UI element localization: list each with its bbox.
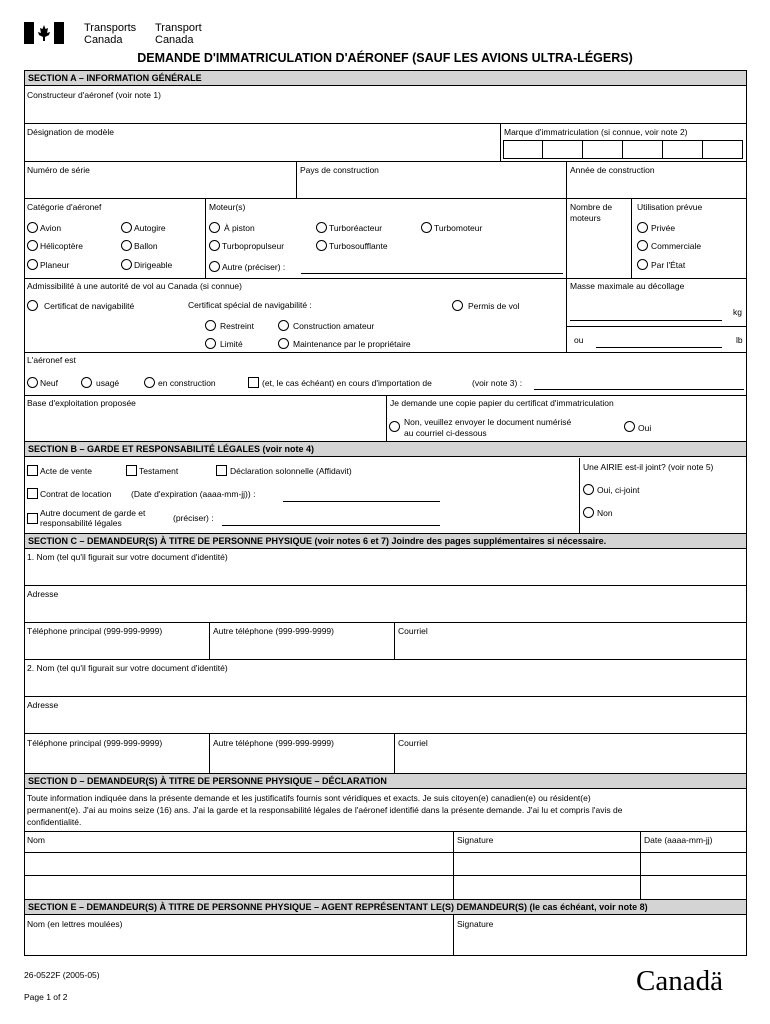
courriel1-label: Courriel [398,626,428,636]
radio-construction-amateur[interactable] [278,320,289,331]
radio-neuf[interactable] [27,377,38,388]
utilisation-label: Utilisation prévue [637,202,703,212]
dept-en-2: Canada [84,34,123,46]
courriel1-field[interactable] [395,636,746,658]
cat-helicoptere: Hélicoptère [40,241,83,251]
base-field[interactable] [25,408,385,440]
adresse1-label: Adresse [27,589,59,599]
checkbox-contrat[interactable] [27,488,38,499]
e-nom-field[interactable] [25,929,452,955]
radio-en-construction[interactable] [144,377,155,388]
d-date-label: Date (aaaa-mm-jj) [644,835,713,845]
section-c-heading: SECTION C – DEMANDEUR(S) À TITRE DE PERSONNE PHYSIQUE (voir notes 6 et 7) Joindre des pages supplémentaires si nécessaire. [24,533,747,549]
importation-field[interactable] [534,389,744,390]
numero-serie-label: Numéro de série [27,165,90,175]
mot-turboreacteur: Turboréacteur [329,223,383,233]
checkbox-testament[interactable] [126,465,137,476]
aeronef-est-label: L'aéronef est [27,355,76,365]
radio-commerciale[interactable] [637,240,648,251]
designation-field[interactable] [25,137,499,161]
date-exp-field[interactable] [283,501,440,502]
d-signature1-field[interactable] [454,853,639,874]
dept-en: Transports [84,22,137,34]
ou-label: ou [574,335,584,345]
radio-autre-moteur[interactable] [209,261,220,272]
base-label: Base d'exploitation proposée [27,398,136,408]
d-nom-label: Nom [27,835,45,845]
d-signature2-field[interactable] [454,876,639,898]
checkbox-declaration[interactable] [216,465,227,476]
mot-turbopropulseur: Turbopropulseur [222,241,285,251]
radio-dirigeable[interactable] [121,259,132,270]
oui-copie-label: Oui [638,423,652,433]
tel2-label: Téléphone principal (999-999-9999) [27,738,163,748]
e-nom-label: Nom (en lettres moulées) [27,919,123,929]
tel2-field[interactable] [25,748,208,772]
constructeur-field[interactable] [25,100,746,122]
radio-airie-oui[interactable] [583,484,594,495]
radio-restreint[interactable] [205,320,216,331]
preciser-label: (préciser) : [173,513,214,523]
dept-fr-2: Canada [155,34,194,46]
annee-field[interactable] [567,175,746,197]
non-copie-label-2: au courriel ci-dessous [404,428,487,438]
autre-tel1-label: Autre téléphone (999-999-9999) [213,626,334,636]
tel1-label: Téléphone principal (999-999-9999) [27,626,163,636]
radio-airie-non[interactable] [583,507,594,518]
courriel2-label: Courriel [398,738,428,748]
radio-turbopropulseur[interactable] [209,240,220,251]
adresse2-label: Adresse [27,700,59,710]
autre-tel2-label: Autre téléphone (999-999-9999) [213,738,334,748]
numero-serie-field[interactable] [25,175,295,197]
cat-ballon: Ballon [134,241,158,251]
declaration-text-2: permanent(e). J'ai au moins seize (16) ans. J'ai la garde et la responsabilité légales de l'aéronef identifié dans la présente demande. J'ai lu et compris l'avis de [27,805,623,815]
nombre-moteurs-label-1: Nombre de [570,202,613,212]
masse-kg-field[interactable] [570,320,722,321]
radio-helicoptere[interactable] [27,240,38,251]
e-signature-label: Signature [457,919,494,929]
restreint-label: Restreint [220,321,255,331]
nombre-moteurs-label-2: moteurs [570,213,601,223]
masse-label: Masse maximale au décollage [570,281,685,291]
form-number: 26-0522F (2005-05) [24,970,100,980]
mot-turbomoteur: Turbomoteur [434,223,483,233]
admissibilite-label: Admissibilité à une autorité de vol au Canada (si connue) [27,281,242,291]
radio-planeur[interactable] [27,259,38,270]
non-copie-label-1: Non, veuillez envoyer le document numérisé [404,417,572,427]
neuf-label: Neuf [40,378,58,388]
util-commerciale: Commerciale [651,241,702,251]
d-signature-label: Signature [457,835,494,845]
radio-etat[interactable] [637,259,648,270]
kg-label: kg [733,307,742,317]
masse-lb-field[interactable] [596,347,722,348]
permis-label: Permis de vol [468,301,520,311]
checkbox-acte-vente[interactable] [27,465,38,476]
radio-certificat-nav[interactable] [27,300,38,311]
airie-oui-label: Oui, ci-joint [597,485,640,495]
radio-autogire[interactable] [121,222,132,233]
courriel2-field[interactable] [395,748,746,772]
airie-label: Une AIRIE est-il joint? (voir note 5) [583,462,714,472]
section-e-heading: SECTION E – DEMANDEUR(S) À TITRE DE PERSONNE PHYSIQUE – AGENT REPRÉSENTANT LE(S) DEMANDEUR(S) (le cas échéant, voir note 8) [24,899,747,915]
radio-maintenance[interactable] [278,338,289,349]
page-number: Page 1 of 2 [24,992,68,1002]
autre-doc-label-2: responsabilité légales [40,518,122,528]
moteurs-label: Moteur(s) [209,202,246,212]
limite-label: Limité [220,339,243,349]
radio-avion[interactable] [27,222,38,233]
contrat-label: Contrat de location [40,489,112,499]
tel1-field[interactable] [25,636,208,658]
adresse1-field[interactable] [25,599,746,621]
d-nom2-field[interactable] [25,876,452,898]
autre-tel2-field[interactable] [210,748,393,772]
e-signature-field[interactable] [454,929,746,955]
section-b-heading: SECTION B – GARDE ET RESPONSABILITÉ LÉGALES (voir note 4) [24,441,747,457]
page-title: DEMANDE D'IMMATRICULATION D'AÉRONEF (SAUF LES AVIONS ULTRA-LÉGERS) [137,51,633,65]
autre-doc-label-1: Autre document de garde et [40,508,146,518]
constructeur-label: Constructeur d'aéronef (voir note 1) [27,90,161,100]
testament-label: Testament [139,466,179,476]
radio-oui-copie[interactable] [624,421,635,432]
declaration-label: Déclaration solonnelle (Affidavit) [230,466,352,476]
mot-autre: Autre (préciser) : [222,262,286,272]
radio-turbosoufflante[interactable] [316,240,327,251]
declaration-text-1: Toute information indiquée dans la présente demande et les justificatifs fournis sont véridiques et exacts. Je suis citoyen(e) canadien(e) ou résident(e) [27,793,591,803]
nom2-label: 2. Nom (tel qu'il figurait sur votre document d'identité) [27,663,228,673]
canada-wordmark: Canadä [636,965,723,997]
radio-piston[interactable] [209,222,220,233]
designation-label: Désignation de modèle [27,127,114,137]
cat-dirigeable: Dirigeable [134,260,173,270]
d-date2-field[interactable] [641,876,746,898]
pays-label: Pays de construction [300,165,379,175]
airie-non-label: Non [597,508,613,518]
radio-turbomoteur[interactable] [421,222,432,233]
section-d-heading: SECTION D – DEMANDEUR(S) À TITRE DE PERSONNE PHYSIQUE – DÉCLARATION [24,773,747,789]
nom1-field[interactable] [25,562,746,584]
nombre-moteurs-field[interactable] [567,225,630,277]
section-a-heading: SECTION A – INFORMATION GÉNÉRALE [24,70,747,86]
certificat-nav-label: Certificat de navigabilité [44,301,135,311]
lb-label: lb [736,335,743,345]
autre-moteur-field[interactable] [301,273,563,274]
date-exp-label: (Date d'expiration (aaaa-mm-jj)) : [131,489,256,499]
d-nom1-field[interactable] [25,853,452,874]
maintenance-label: Maintenance par le propriétaire [293,339,411,349]
usage-label: usagé [96,378,120,388]
radio-ballon[interactable] [121,240,132,251]
cert-special-label: Certificat spécial de navigabilité : [188,300,312,310]
canada-flag-logo [24,22,64,44]
marque-label: Marque d'immatriculation (si connue, voir note 2) [504,127,688,137]
dept-fr: Transport [155,22,202,34]
radio-limite[interactable] [205,338,216,349]
adresse2-field[interactable] [25,710,746,732]
radio-privee[interactable] [637,222,648,233]
util-etat: Par l'État [651,260,686,270]
autre-tel1-field[interactable] [210,636,393,658]
pays-field[interactable] [297,175,565,197]
importation-label: (et, le cas échéant) en cours d'importation de [262,378,432,388]
radio-usage[interactable] [81,377,92,388]
cat-planeur: Planeur [40,260,70,270]
radio-permis-vol[interactable] [452,300,463,311]
annee-label: Année de construction [570,165,655,175]
acte-label: Acte de vente [40,466,92,476]
cat-autogire: Autogire [134,223,166,233]
en-construction-label: en construction [158,378,216,388]
radio-non-copie[interactable] [389,421,400,432]
categorie-label: Catégorie d'aéronef [27,202,102,212]
autre-doc-field[interactable] [222,525,440,526]
mot-piston: À piston [224,223,255,233]
construction-amateur-label: Construction amateur [293,321,375,331]
nom2-field[interactable] [25,673,746,695]
util-privee: Privée [651,223,676,233]
voir-note3-label: (voir note 3) : [472,378,523,388]
d-date1-field[interactable] [641,853,746,874]
checkbox-autre-document[interactable] [27,513,38,524]
cat-avion: Avion [40,223,62,233]
mot-turbosoufflante: Turbosoufflante [329,241,388,251]
declaration-text-3: confidentialité. [27,817,82,827]
copie-label: Je demande une copie papier du certificat d'immatriculation [390,398,614,408]
nom1-label: 1. Nom (tel qu'il figurait sur votre document d'identité) [27,552,228,562]
checkbox-importation[interactable] [248,377,259,388]
radio-turboreacteur[interactable] [316,222,327,233]
